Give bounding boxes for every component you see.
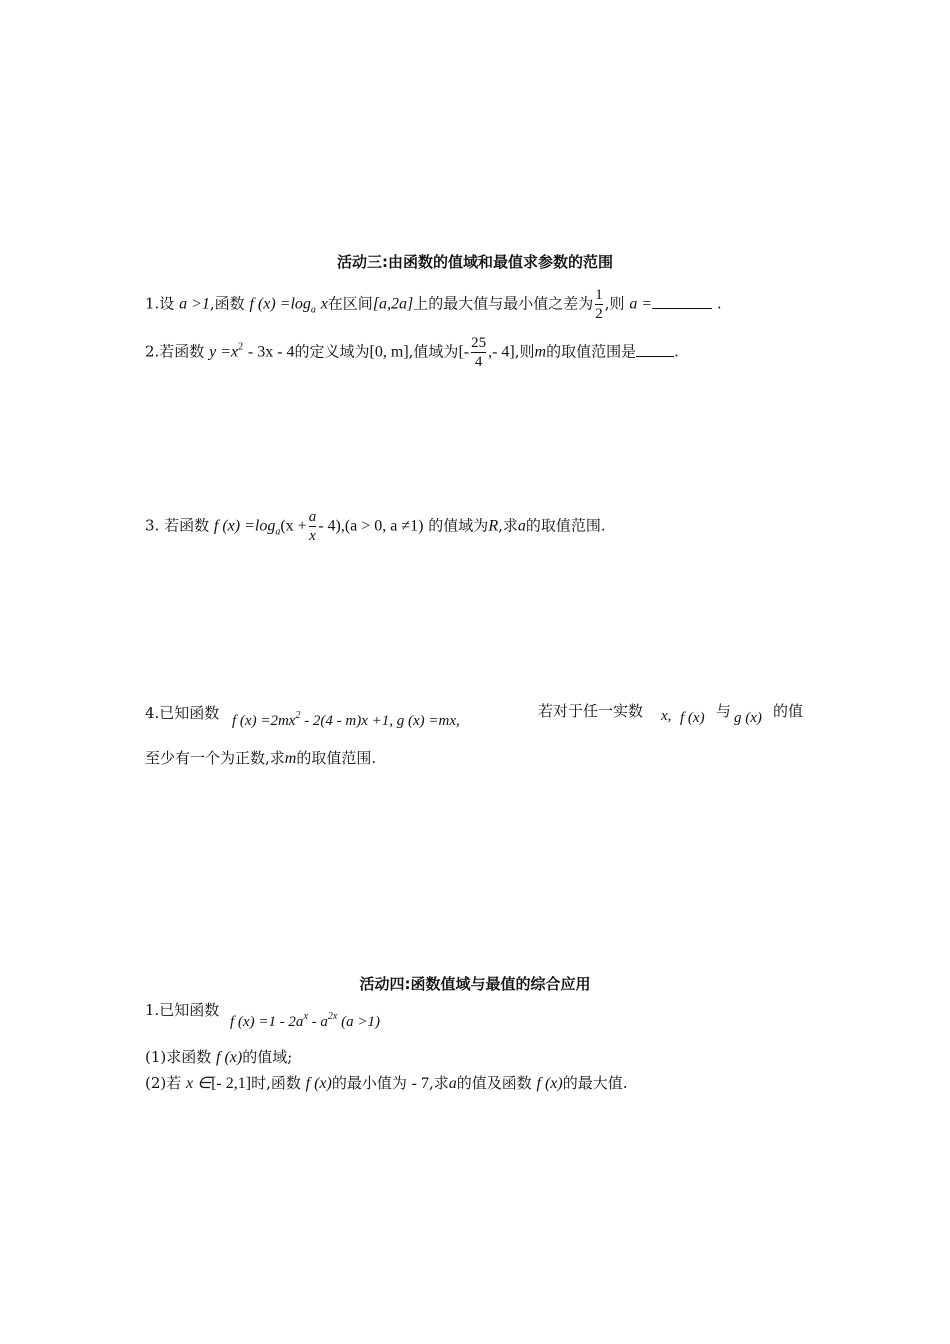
q2-number: 2.若函数 xyxy=(145,342,205,361)
q2-domain: [0, m] xyxy=(369,343,409,361)
q2-fraction xyxy=(471,334,486,371)
q2-frac-denominator: 4 xyxy=(474,354,483,370)
q1-text3: 上的最大值与最小值之差为 xyxy=(413,294,594,313)
q1-interval: [a,2a] xyxy=(372,295,414,313)
q2-function-b: - 3x - 4 xyxy=(247,343,295,361)
a4-p2-min: - 7 xyxy=(411,1075,429,1092)
q3-fraction xyxy=(309,508,317,545)
q1-frac-denominator: 2 xyxy=(595,306,603,322)
q2-variable: m xyxy=(534,343,547,361)
q2-range-b: ,- 4] xyxy=(488,343,515,361)
q4-function-b: - 2(4 - m)x +1, g (x) =mx, xyxy=(304,713,460,729)
q3-text1: 的值域为 xyxy=(428,516,489,535)
q2-range-a: [- xyxy=(458,343,470,361)
q1-text2: 在区间 xyxy=(327,294,373,313)
q3-text3: 的取值范围. xyxy=(525,516,606,535)
q1-argument: x xyxy=(320,295,328,313)
q4-exponent: 2 xyxy=(295,710,301,721)
q4-text1: 若对于任一实数 xyxy=(538,702,644,720)
a4-q1-condition: (a >1) xyxy=(341,1014,380,1030)
q1-end: . xyxy=(716,294,722,313)
a4-p2-interval: [- 2,1] xyxy=(211,1075,252,1092)
q2-function-a: y =x xyxy=(209,343,239,361)
a4-p2-var: a xyxy=(448,1075,457,1092)
activity3-question1 xyxy=(145,286,722,323)
q4-line2-a: 至少有一个为正数,求 xyxy=(145,749,285,767)
q3-frac-denominator: x xyxy=(309,528,316,544)
q4-number: 4.已知函数 xyxy=(145,704,220,722)
q2-text4: 的取值范围是 xyxy=(546,342,637,361)
q3-condition: (a > 0, a ≠1) xyxy=(344,517,424,535)
q2-text2: ,值域为 xyxy=(408,342,459,361)
q1-number: 1.设 xyxy=(145,294,175,313)
q4-g: g (x) xyxy=(734,710,762,726)
q3-function-c: - 4), xyxy=(318,517,345,535)
a4-p2-f: f (x) xyxy=(305,1075,332,1092)
a4-p2-text-a: (2)若 xyxy=(145,1074,182,1092)
q1-ask: a = xyxy=(629,295,653,313)
q3-text2: ,求 xyxy=(498,516,518,535)
q3-function-b: (x + xyxy=(280,517,307,535)
q1-condition: a >1 xyxy=(179,295,210,313)
q1-frac-numerator: 1 xyxy=(595,287,603,303)
a4-p2-text-e: 的值及函数 xyxy=(456,1074,532,1092)
q1-text1: ,函数 xyxy=(209,294,245,313)
q4-function-a: f (x) =2mx xyxy=(232,713,296,729)
a4-q1-part1 xyxy=(145,1046,292,1069)
a4-q1-exp1: x xyxy=(303,1011,308,1022)
q1-answer-blank xyxy=(652,294,712,309)
a4-q1-number: 1.已知函数 xyxy=(145,1001,220,1019)
a4-p2-text-d: ,求 xyxy=(428,1074,449,1092)
activity3-question2 xyxy=(145,334,679,371)
q3-function-a: f (x) =log xyxy=(213,517,276,535)
q4-function xyxy=(232,710,460,730)
q1-log-base: a xyxy=(310,304,316,316)
q4-comma: , xyxy=(667,708,672,724)
activity4-title: 活动四:函数值域与最值的综合应用 xyxy=(359,975,591,993)
q2-text3: ,则 xyxy=(514,342,535,361)
a4-p1-text-b: 的值域; xyxy=(242,1048,293,1066)
a4-q1-function-a: f (x) =1 - 2a xyxy=(230,1014,304,1030)
a4-p2-text-g: 的最大值. xyxy=(562,1074,628,1092)
activity3-question3 xyxy=(145,508,606,545)
a4-q1-function-b: - a xyxy=(311,1014,328,1030)
q3-log-base: a xyxy=(275,526,281,538)
q2-frac-numerator: 25 xyxy=(471,335,487,351)
q4-f: f (x) xyxy=(680,710,705,726)
a4-p2-text-b: 时,函数 xyxy=(251,1074,301,1092)
activity3-question4-line2 xyxy=(145,747,376,770)
q2-end: . xyxy=(674,342,679,361)
q2-text1: 的定义域为 xyxy=(294,342,370,361)
a4-p1-f: f (x) xyxy=(216,1049,243,1066)
q2-exponent: 2 xyxy=(238,341,244,353)
a4-q1-part2 xyxy=(145,1072,628,1095)
q2-answer-blank xyxy=(636,342,674,357)
a4-p2-f2: f (x) xyxy=(536,1075,563,1092)
a4-q1-function xyxy=(230,1011,380,1031)
q3-frac-numerator: a xyxy=(308,509,317,525)
q4-variable: m xyxy=(284,750,297,767)
q4-x-var: x xyxy=(661,708,668,724)
q1-text4: ,则 xyxy=(604,294,625,313)
q3-number: 3. 若函数 xyxy=(145,516,210,535)
activity3-title: 活动三:由函数的值域和最值求参数的范围 xyxy=(336,253,613,271)
a4-q1-exp2: 2x xyxy=(327,1011,338,1022)
a4-p1-text-a: (1)求函数 xyxy=(145,1048,212,1066)
a4-p2-text-c: 的最小值为 xyxy=(331,1074,407,1092)
q4-x xyxy=(661,708,671,725)
q1-fraction xyxy=(595,286,603,323)
q1-function: f (x) =log xyxy=(249,295,311,313)
q3-R: R xyxy=(488,517,499,535)
a4-p2-x: x ∈ xyxy=(186,1075,212,1092)
q4-line2-b: 的取值范围. xyxy=(296,749,377,767)
q3-variable: a xyxy=(517,517,526,535)
q4-text3: 的值 xyxy=(773,702,804,720)
q4-text2: 与 xyxy=(716,702,732,720)
